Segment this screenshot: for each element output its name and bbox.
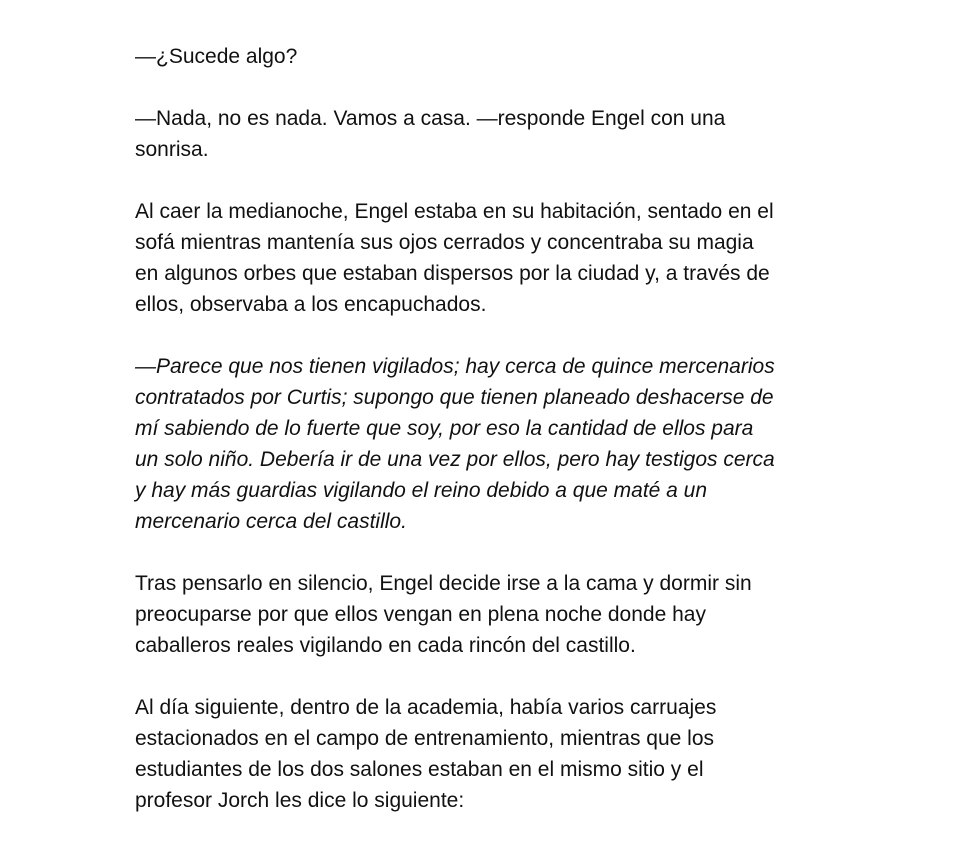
text-line: y hay más guardias vigilando el reino debido a que maté a un	[135, 479, 708, 502]
text-line: —Nada, no es nada. Vamos a casa. —responde Engel con una	[135, 107, 726, 130]
text-line: un solo niño. Debería ir de una vez por ellos, pero hay testigos cerca	[135, 448, 775, 471]
text-line: mí sabiendo de lo fuerte que soy, por eso la cantidad de ellos para	[135, 417, 754, 440]
paragraph-midnight	[135, 196, 855, 320]
paragraph-next-day	[135, 692, 855, 816]
text-line: Al día siguiente, dentro de la academia, había varios carruajes	[135, 696, 717, 719]
text-line: —¿Sucede algo?	[135, 45, 298, 68]
text-line: caballeros reales vigilando en cada rincón del castillo.	[135, 634, 636, 657]
text-line: —Parece que nos tienen vigilados; hay cerca de quince mercenarios	[135, 355, 775, 378]
text-line: sonrisa.	[135, 138, 209, 161]
text-line: Al caer la medianoche, Engel estaba en su habitación, sentado en el	[135, 200, 774, 223]
text-line: estacionados en el campo de entrenamiento, mientras que los	[135, 727, 715, 750]
text-line: Tras pensarlo en silencio, Engel decide irse a la cama y dormir sin	[135, 572, 752, 595]
text-line: mercenario cerca del castillo.	[135, 510, 407, 533]
paragraph-inner-thought	[135, 351, 855, 537]
text-line: ellos, observaba a los encapuchados.	[135, 293, 487, 316]
text-line: contratados por Curtis; supongo que tienen planeado deshacerse de	[135, 386, 774, 409]
text-line: preocuparse por que ellos vengan en plena noche donde hay	[135, 603, 706, 626]
text-line: profesor Jorch les dice lo siguiente:	[135, 789, 465, 812]
text-line: sofá mientras mantenía sus ojos cerrados y concentraba su magia	[135, 231, 754, 254]
text-column	[135, 41, 855, 847]
text-line: estudiantes de los dos salones estaban en el mismo sitio y el	[135, 758, 704, 781]
paragraph-dialogue-question	[135, 41, 855, 72]
text-line: en algunos orbes que estaban dispersos por la ciudad y, a través de	[135, 262, 770, 285]
paragraph-sleep	[135, 568, 855, 661]
paragraph-dialogue-reply	[135, 103, 855, 165]
